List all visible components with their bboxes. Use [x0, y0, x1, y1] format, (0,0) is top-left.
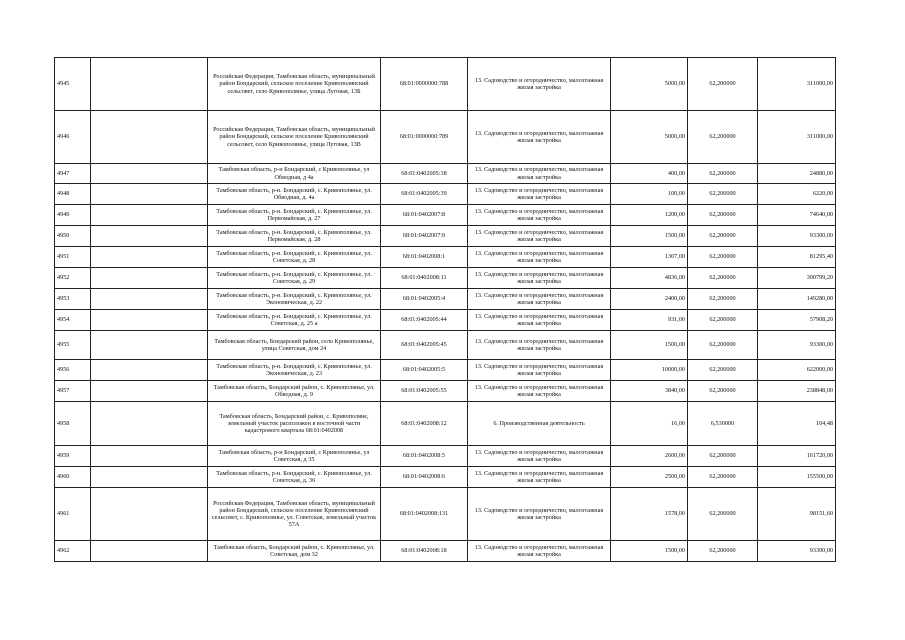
empty-cell	[91, 488, 208, 541]
empty-cell	[91, 446, 208, 467]
row-number: 4953	[55, 289, 91, 310]
row-number: 4955	[55, 331, 91, 360]
rate-cell: 62,200000	[688, 331, 758, 360]
value-cell: 81295,40	[758, 247, 836, 268]
rate-cell: 62,200000	[688, 310, 758, 331]
table-row	[55, 205, 836, 226]
area-cell: 2400,00	[611, 289, 688, 310]
address-cell: Тамбовская область, р-н. Бондарский, с. Кривополянье, ул. Советская, д. 29	[208, 268, 381, 289]
area-cell: 1578,00	[611, 488, 688, 541]
table-row	[55, 247, 836, 268]
value-cell: 24880,00	[758, 164, 836, 184]
cadastral-number-cell: 68:01:0402008:18	[381, 541, 468, 562]
cadastral-number-cell: 68:01:0402008:5	[381, 446, 468, 467]
value-cell: 57908,20	[758, 310, 836, 331]
value-cell: 93300,00	[758, 541, 836, 562]
row-number: 4961	[55, 488, 91, 541]
rate-cell: 62,200000	[688, 164, 758, 184]
empty-cell	[91, 268, 208, 289]
rate-cell: 62,200000	[688, 467, 758, 488]
empty-cell	[91, 58, 208, 111]
address-cell: Тамбовская область, Бондарский район, с. Кривополянье, ул. Советская, дом 32	[208, 541, 381, 562]
land-use-cell: 13. Садоводство и огородничество, малоэтажная жилая застройка	[468, 360, 611, 381]
table-row	[55, 164, 836, 184]
value-cell: 104,48	[758, 402, 836, 446]
land-use-cell: 13. Садоводство и огородничество, малоэтажная жилая застройка	[468, 184, 611, 205]
table-row	[55, 402, 836, 446]
value-cell: 98151,60	[758, 488, 836, 541]
row-number: 4958	[55, 402, 91, 446]
land-use-cell: 13. Садоводство и огородничество, малоэтажная жилая застройка	[468, 164, 611, 184]
row-number: 4946	[55, 111, 91, 164]
rate-cell: 62,200000	[688, 205, 758, 226]
value-cell: 161720,00	[758, 446, 836, 467]
empty-cell	[91, 381, 208, 402]
table-row	[55, 446, 836, 467]
table-row	[55, 226, 836, 247]
cadastral-number-cell: 68:01:0402007:9	[381, 226, 468, 247]
area-cell: 1200,00	[611, 205, 688, 226]
address-cell: Тамбовская область, Бондарский район, с. Кривополяне, земельный участок расположен в восточной части кадастрового квартала 68:01:0402008	[208, 402, 381, 446]
rate-cell: 62,200000	[688, 111, 758, 164]
address-cell: Тамбовская область, р-н Бондарский, с Кривополянье, ул Советская, д 35	[208, 446, 381, 467]
cadastral-number-cell: 68:01:0402007:8	[381, 205, 468, 226]
land-use-cell: 13. Садоводство и огородничество, малоэтажная жилая застройка	[468, 58, 611, 111]
cadastral-number-cell: 68:01:0402005:55	[381, 381, 468, 402]
empty-cell	[91, 184, 208, 205]
row-number: 4948	[55, 184, 91, 205]
value-cell: 74640,00	[758, 205, 836, 226]
cadastral-number-cell: 68:01:0402005:39	[381, 184, 468, 205]
address-cell: Тамбовская область, р-н. Бондарский, с. Кривополянье, ул. Первомайская, д. 27	[208, 205, 381, 226]
table-row	[55, 268, 836, 289]
area-cell: 931,00	[611, 310, 688, 331]
land-use-cell: 13. Садоводство и огородничество, малоэтажная жилая застройка	[468, 488, 611, 541]
empty-cell	[91, 111, 208, 164]
address-cell: Российская Федерация, Тамбовская область, муниципальный район Бондарский, сельское поселение Кривополянский сельсовет, село Кривополянье, улица Луговая, 13В	[208, 111, 381, 164]
value-cell: 311000,00	[758, 111, 836, 164]
area-cell: 2600,00	[611, 446, 688, 467]
row-number: 4949	[55, 205, 91, 226]
empty-cell	[91, 247, 208, 268]
land-use-cell: 13. Садоводство и огородничество, малоэтажная жилая застройка	[468, 289, 611, 310]
land-use-cell: 13. Садоводство и огородничество, малоэтажная жилая застройка	[468, 268, 611, 289]
area-cell: 1500,00	[611, 541, 688, 562]
value-cell: 311000,00	[758, 58, 836, 111]
rate-cell: 62,200000	[688, 268, 758, 289]
land-use-cell: 13. Садоводство и огородничество, малоэтажная жилая застройка	[468, 247, 611, 268]
cadastral-number-cell: 68:01:0000000:789	[381, 111, 468, 164]
empty-cell	[91, 402, 208, 446]
area-cell: 2500,00	[611, 467, 688, 488]
area-cell: 1500,00	[611, 226, 688, 247]
area-cell: 5000,00	[611, 58, 688, 111]
row-number: 4947	[55, 164, 91, 184]
empty-cell	[91, 331, 208, 360]
rate-cell: 62,200000	[688, 381, 758, 402]
empty-cell	[91, 360, 208, 381]
cadastral-number-cell: 68:01:0402005:38	[381, 164, 468, 184]
cadastral-number-cell: 68:01:0402005:4	[381, 289, 468, 310]
area-cell: 1307,00	[611, 247, 688, 268]
cadastral-number-cell: 68:01:0402008:1	[381, 247, 468, 268]
value-cell: 93300,00	[758, 331, 836, 360]
rate-cell: 62,200000	[688, 58, 758, 111]
land-use-cell: 13. Садоводство и огородничество, малоэтажная жилая застройка	[468, 381, 611, 402]
area-cell: 100,00	[611, 184, 688, 205]
area-cell: 4836,00	[611, 268, 688, 289]
table-row	[55, 331, 836, 360]
empty-cell	[91, 541, 208, 562]
value-cell: 93300,00	[758, 226, 836, 247]
table-row	[55, 541, 836, 562]
cadastral-value-table	[54, 57, 836, 562]
land-use-cell: 13. Садоводство и огородничество, малоэтажная жилая застройка	[468, 226, 611, 247]
address-cell: Тамбовская область, р-н. Бондарский, с. Кривополянье, ул. Экономическая, д. 23	[208, 360, 381, 381]
row-number: 4959	[55, 446, 91, 467]
row-number: 4945	[55, 58, 91, 111]
value-cell: 300799,20	[758, 268, 836, 289]
empty-cell	[91, 226, 208, 247]
cadastral-number-cell: 68:01:0402005:44	[381, 310, 468, 331]
value-cell: 238848,00	[758, 381, 836, 402]
address-cell: Тамбовская область, р-н. Бондарский, с. Кривополянье, ул. Обводная, д. 4а	[208, 184, 381, 205]
cadastral-number-cell: 68:01:0402008:131	[381, 488, 468, 541]
cadastral-number-cell: 68:01:0000000:788	[381, 58, 468, 111]
empty-cell	[91, 310, 208, 331]
area-cell: 5000,00	[611, 111, 688, 164]
cadastral-number-cell: 68:01:0402008:12	[381, 402, 468, 446]
land-use-cell: 6. Производственная деятельность	[468, 402, 611, 446]
value-cell: 149280,00	[758, 289, 836, 310]
area-cell: 400,00	[611, 164, 688, 184]
table-row	[55, 289, 836, 310]
land-use-cell: 13. Садоводство и огородничество, малоэтажная жилая застройка	[468, 111, 611, 164]
rate-cell: 62,200000	[688, 247, 758, 268]
rate-cell: 6,530000	[688, 402, 758, 446]
cadastral-number-cell: 68:01:0402008:6	[381, 467, 468, 488]
row-number: 4951	[55, 247, 91, 268]
land-use-cell: 13. Садоводство и огородничество, малоэтажная жилая застройка	[468, 310, 611, 331]
address-cell: Тамбовская область, Бондарский район, с. Кривополянье, ул. Обводная, д. 9	[208, 381, 381, 402]
table-row	[55, 58, 836, 111]
land-use-cell: 13. Садоводство и огородничество, малоэтажная жилая застройка	[468, 331, 611, 360]
empty-cell	[91, 467, 208, 488]
address-cell: Тамбовская область, р-н. Бондарский, с. Кривополянье, ул. Первомайская, д. 28	[208, 226, 381, 247]
value-cell: 155500,00	[758, 467, 836, 488]
rate-cell: 62,200000	[688, 446, 758, 467]
address-cell: Тамбовская область, р-н. Бондарский, с. Кривополянье, ул. Советская, д. 36	[208, 467, 381, 488]
table-row	[55, 310, 836, 331]
value-cell: 6220,00	[758, 184, 836, 205]
area-cell: 16,00	[611, 402, 688, 446]
rate-cell: 62,200000	[688, 226, 758, 247]
cadastral-number-cell: 68:01:0402005:45	[381, 331, 468, 360]
row-number: 4962	[55, 541, 91, 562]
rate-cell: 62,200000	[688, 289, 758, 310]
land-use-cell: 13. Садоводство и огородничество, малоэтажная жилая застройка	[468, 541, 611, 562]
table-body	[55, 58, 836, 562]
rate-cell: 62,200000	[688, 541, 758, 562]
row-number: 4960	[55, 467, 91, 488]
land-use-cell: 13. Садоводство и огородничество, малоэтажная жилая застройка	[468, 467, 611, 488]
address-cell: Тамбовская область, р-н Бондарский, с Кривополянье, ул Обводная, д 4а	[208, 164, 381, 184]
land-use-cell: 13. Садоводство и огородничество, малоэтажная жилая застройка	[468, 446, 611, 467]
table-row	[55, 467, 836, 488]
value-cell: 622000,00	[758, 360, 836, 381]
row-number: 4952	[55, 268, 91, 289]
land-use-cell: 13. Садоводство и огородничество, малоэтажная жилая застройка	[468, 205, 611, 226]
table-row	[55, 488, 836, 541]
empty-cell	[91, 164, 208, 184]
area-cell: 10000,00	[611, 360, 688, 381]
area-cell: 1500,00	[611, 331, 688, 360]
address-cell: Тамбовская область, Бондарский район, село Кривополянье, улица Советская, дом 24	[208, 331, 381, 360]
rate-cell: 62,200000	[688, 360, 758, 381]
rate-cell: 62,200000	[688, 184, 758, 205]
empty-cell	[91, 205, 208, 226]
rate-cell: 62,200000	[688, 488, 758, 541]
address-cell: Российская Федерация, Тамбовская область, муниципальный район Бондарский, сельское поселение Кривополянский сельсовет, с. Кривополянье, ул. Советская, земельный участок 57А	[208, 488, 381, 541]
address-cell: Российская Федерация, Тамбовская область, муниципальный район Бондарский, сельское поселение Кривополянский сельсовет, село Кривополянье, улица Луговая, 13Б	[208, 58, 381, 111]
table-row	[55, 381, 836, 402]
row-number: 4956	[55, 360, 91, 381]
row-number: 4950	[55, 226, 91, 247]
address-cell: Тамбовская область, р-н. Бондарский, с. Кривополянье, ул. Советская, д. 25 а	[208, 310, 381, 331]
row-number: 4957	[55, 381, 91, 402]
cadastral-number-cell: 68:01:0402005:5	[381, 360, 468, 381]
row-number: 4954	[55, 310, 91, 331]
table-row	[55, 111, 836, 164]
cadastral-number-cell: 68:01:0402008:11	[381, 268, 468, 289]
table-row	[55, 360, 836, 381]
area-cell: 3840,00	[611, 381, 688, 402]
address-cell: Тамбовская область, р-н. Бондарский, с. Кривополянье, ул. Экономическая, д. 22	[208, 289, 381, 310]
empty-cell	[91, 289, 208, 310]
address-cell: Тамбовская область, р-н. Бондарский, с. Кривополянье, ул. Советская, д. 28	[208, 247, 381, 268]
table-row	[55, 184, 836, 205]
